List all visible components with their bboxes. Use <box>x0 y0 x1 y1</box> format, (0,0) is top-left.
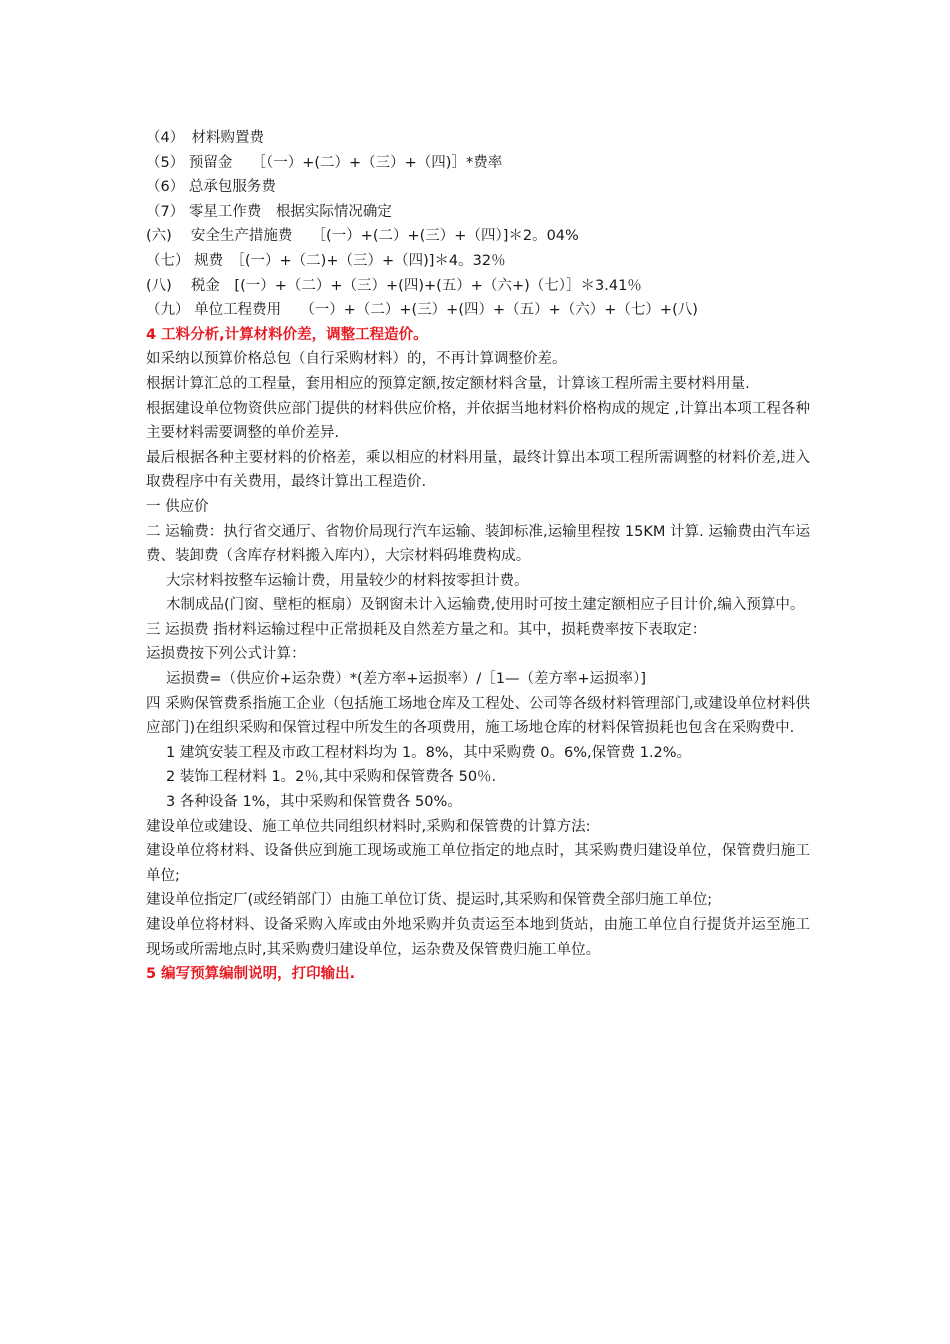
text-line: 四 采购保管费系指施工企业（包括施工场地仓库及工程处、公司等各级材料管理部门,或建设单位材料供应部门)在组织采购和保管过程中所发生的各项费用，施工场地仓库的材料保管损耗也包含在采购费中. <box>146 695 810 737</box>
text-line: 如采纳以预算价格总包（自行采购材料）的，不再计算调整价差。 <box>146 351 567 368</box>
text-line: （七） 规费 ［(一）+（二)+（三）+（四)]＊4。32％ <box>146 252 506 269</box>
text-line: (八) 税金 [(一）+（二）+（三）+(四)+(五）+（六+)（七）］＊3.41％ <box>146 277 642 294</box>
text-line: 三 运损费 指材料运输过程中正常损耗及自然差方量之和。其中，损耗费率按下表取定： <box>146 621 707 638</box>
text-line: 运损费=（供应价+运杂费）*(差方率+运损率）/［1—（差方率+运损率）] <box>166 671 647 688</box>
text-line: 大宗材料按整车运输计费，用量较少的材料按零担计费。 <box>166 572 529 589</box>
text-line: 2 装饰工程材料 1。2％,其中采购和保管费各 50％. <box>166 769 497 786</box>
document-body <box>146 126 810 987</box>
text-line: 最后根据各种主要材料的价格差，乘以相应的材料用量，最终计算出本项工程所需调整的材料价差,进入取费程序中有关费用，最终计算出工程造价. <box>146 449 810 491</box>
text-line: 根据建设单位物资供应部门提供的材料供应价格，并依据当地材料价格构成的规定 ,计算出本项工程各种主要材料需要调整的单价差异. <box>146 400 810 442</box>
text-line: 根据计算汇总的工程量，套用相应的预算定额,按定额材料含量，计算该工程所需主要材料用量. <box>146 375 750 392</box>
text-line: （九） 单位工程费用 （一）+（二）+(三）+(四）+（五）+（六）+（七）+(八) <box>146 302 698 319</box>
text-line: 建设单位将材料、设备采购入库或由外地采购并负责运至本地到货站，由施工单位自行提货并运至施工现场或所需地点时,其采购费归建设单位，运杂费及保管费归施工单位。 <box>146 917 810 958</box>
text-line: 二 运输费：执行省交通厅、省物价局现行汽车运输、装卸标准,运输里程按 15KM 计算. 运输费由汽车运费、装卸费（含库存材料搬入库内），大宗材料码堆费构成。 <box>146 523 810 565</box>
text-line: （6） 总承包服务费 <box>146 179 276 196</box>
text-line: (六) 安全生产措施费 ［(一）+(二）+(三）+（四）]＊2。04% <box>146 228 579 245</box>
section-heading: 4 工料分析,计算材料价差，调整工程造价。 <box>146 326 428 343</box>
text-line: （7） 零星工作费 根据实际情况确定 <box>146 203 392 220</box>
text-line: （5） 预留金 ［（一）+(二）+（三）+（四)］*费率 <box>146 154 503 171</box>
text-line: 3 各种设备 1%，其中采购和保管费各 50%。 <box>166 794 462 811</box>
text-line: 运损费按下列公式计算： <box>146 646 306 663</box>
text-line: 1 建筑安装工程及市政工程材料均为 1。8%，其中采购费 0。6%,保管费 1.2%。 <box>166 744 692 761</box>
text-line: 建设单位将材料、设备供应到施工现场或施工单位指定的地点时，其采购费归建设单位，保管费归施工单位; <box>146 843 810 884</box>
section-heading: 5 编写预算编制说明，打印输出. <box>146 966 356 983</box>
text-line: 木制成品(门窗、壁柜的框扇）及钢窗未计入运输费,使用时可按土建定额相应子目计价,编入预算中。 <box>166 597 805 614</box>
text-line: （4） 材料购置费 <box>146 130 264 146</box>
text-line: 一 供应价 <box>146 498 209 515</box>
text-line: 建设单位指定厂(或经销部门）由施工单位订货、提运时,其采购和保管费全部归施工单位; <box>146 892 713 909</box>
text-line: 建设单位或建设、施工单位共同组织材料时,采购和保管费的计算方法: <box>146 818 591 835</box>
